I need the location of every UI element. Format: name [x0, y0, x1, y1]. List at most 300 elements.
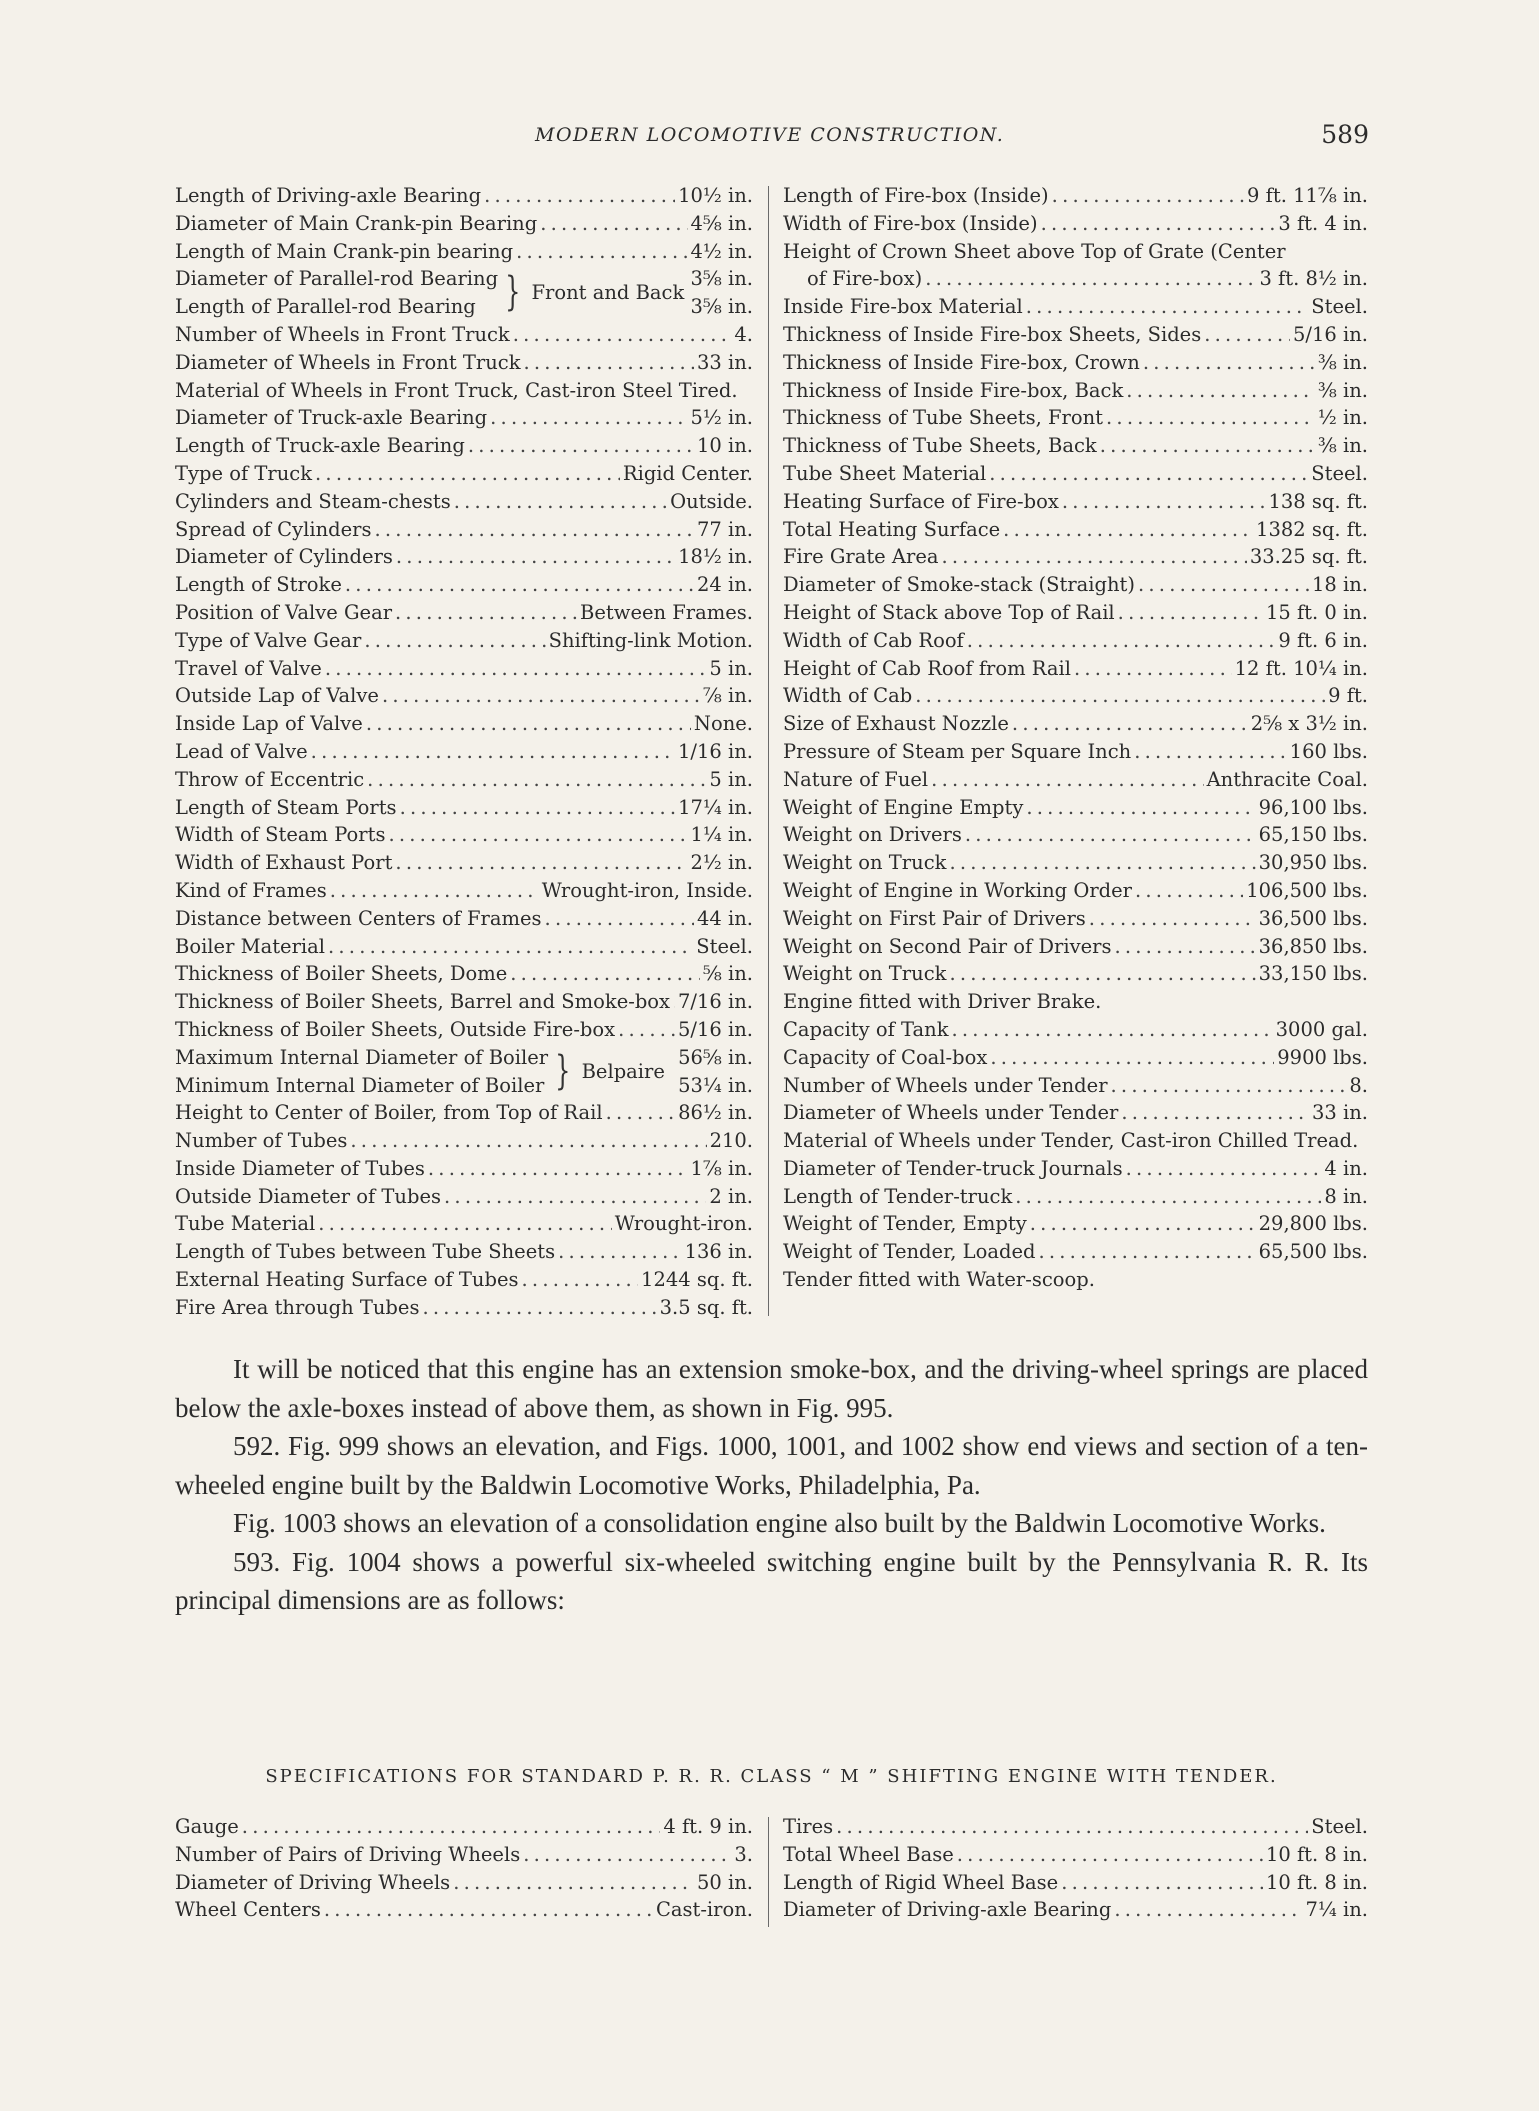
spec-value: 36,850 lbs.	[1258, 934, 1368, 958]
spec-row	[783, 1813, 1368, 1841]
dot-leader	[925, 265, 1256, 293]
spec-row	[175, 738, 753, 766]
dot-leader	[1106, 404, 1315, 432]
spec-label: Thickness of Inside Fire-box Sheets, Sides	[783, 322, 1202, 346]
dot-leader	[396, 543, 675, 571]
spec-value: 24 in.	[696, 573, 753, 597]
bottom-spec-table	[175, 1813, 1368, 1933]
spec-label: Number of Wheels under Tender	[783, 1073, 1108, 1097]
spec-row	[175, 710, 753, 738]
spec-label: External Heating Surface of Tubes	[175, 1268, 519, 1292]
dot-leader	[965, 821, 1256, 849]
spec-label: Minimum Internal Diameter of Boiler	[175, 1073, 545, 1097]
spec-row	[783, 516, 1368, 544]
spec-value: 33,150 lbs.	[1258, 962, 1368, 986]
spec-label: Thickness of Boiler Sheets, Dome	[175, 962, 508, 986]
spec-label: Travel of Valve	[175, 656, 322, 680]
dot-leader	[311, 738, 675, 766]
spec-label: Total Heating Surface	[783, 517, 1001, 541]
dot-leader	[1100, 432, 1315, 460]
dot-leader	[957, 1841, 1263, 1869]
spec-row	[175, 599, 753, 627]
spec-label: Position of Valve Gear	[175, 600, 393, 624]
spec-value: 3000 gal.	[1275, 1017, 1368, 1041]
spec-value: 96,100 lbs.	[1258, 795, 1368, 819]
spec-value: 7/16 in.	[678, 990, 753, 1014]
spec-labels	[175, 1044, 548, 1100]
spec-row	[783, 460, 1368, 488]
spec-row	[783, 599, 1368, 627]
spec-value: 9 ft. 11⅞ in.	[1247, 184, 1368, 207]
spec-label: Wheel Centers	[175, 1898, 321, 1922]
spec-value: 2½ in.	[690, 851, 753, 875]
spec-row	[783, 1016, 1368, 1044]
dot-leader	[1026, 293, 1309, 321]
dot-leader	[1012, 710, 1248, 738]
dot-leader	[422, 1294, 656, 1322]
dot-leader	[1134, 738, 1286, 766]
spec-row	[783, 655, 1368, 683]
spec-value: ⅜ in.	[1317, 350, 1368, 374]
spec-label: Size of Exhaust Nozzle	[783, 712, 1009, 736]
spec-value: Wrought-iron, Inside.	[541, 878, 753, 902]
spec-label: Thickness of Boiler Sheets, Barrel and Smoke-box	[175, 990, 671, 1014]
spec-row	[175, 238, 753, 266]
spec-values	[691, 265, 754, 321]
dot-leader	[516, 238, 687, 266]
dot-leader	[468, 432, 694, 460]
spec-row-group	[175, 1044, 753, 1100]
spec-value: 160 lbs.	[1289, 739, 1368, 763]
dot-leader	[325, 655, 707, 683]
spec-row	[783, 1044, 1368, 1072]
spec-label: Length of Driving-axle Bearing	[175, 184, 482, 207]
spec-value: 5 in.	[709, 767, 753, 791]
spec-label: Width of Exhaust Port	[175, 851, 393, 875]
spec-label: Thickness of Inside Fire-box, Crown	[783, 350, 1140, 374]
spec-row	[175, 877, 753, 905]
spec-row	[783, 960, 1368, 988]
spec-row	[175, 821, 753, 849]
spec-value: 4 ft. 9 in.	[663, 1815, 753, 1838]
spec-value: 9900 lbs.	[1277, 1045, 1368, 1069]
spec-row	[783, 905, 1368, 933]
spec-value: Wrought-iron.	[614, 1212, 753, 1236]
spec-row	[175, 960, 753, 988]
spec-value: 3 ft. 4 in.	[1278, 211, 1368, 235]
dot-leader	[1074, 655, 1232, 683]
dot-leader	[931, 766, 1203, 794]
dot-leader	[1003, 516, 1253, 544]
column-divider	[768, 186, 769, 1316]
spec-value: Rigid Center.	[622, 461, 753, 485]
spec-row	[175, 460, 753, 488]
spec-label: Number of Tubes	[175, 1129, 348, 1153]
spec-value: Between Frames.	[580, 600, 753, 624]
spec-row	[175, 794, 753, 822]
spec-row	[783, 1099, 1368, 1127]
spec-value: 36,500 lbs.	[1258, 906, 1368, 930]
dot-leader	[388, 821, 687, 849]
dot-leader	[1126, 377, 1315, 405]
spec-label: Boiler Material	[175, 934, 325, 958]
page-header	[175, 120, 1369, 158]
dot-leader	[523, 1841, 731, 1869]
spec-value: Shifting-link Motion.	[548, 628, 753, 652]
spec-row	[175, 849, 753, 877]
paragraph: Fig. 1003 shows an elevation of a consolidation engine also built by the Baldwin Locomotive Works.	[233, 1508, 1326, 1538]
column-divider	[768, 1817, 769, 1927]
spec-label: Diameter of Main Crank-pin Bearing	[175, 211, 538, 235]
spec-label: Total Wheel Base	[783, 1842, 954, 1866]
spec-label: Weight of Tender, Empty	[783, 1212, 1027, 1236]
spec-row	[783, 682, 1368, 710]
dot-leader	[1052, 182, 1244, 210]
dot-leader	[1038, 1238, 1255, 1266]
spec-row	[783, 794, 1368, 822]
spec-label: Capacity of Tank	[783, 1017, 949, 1041]
spec-value: 106,500 lbs.	[1246, 878, 1368, 902]
spec-value: 77 in.	[696, 517, 753, 541]
spec-row	[783, 766, 1368, 794]
spec-row	[783, 432, 1368, 460]
spec-label: Type of Valve Gear	[175, 628, 362, 652]
spec-row	[783, 821, 1368, 849]
spec-row	[783, 988, 1368, 1016]
spec-label: Kind of Frames	[175, 878, 327, 902]
spec-value: Steel.	[1311, 461, 1368, 485]
dot-leader	[989, 460, 1308, 488]
spec-value: 4½ in.	[690, 239, 753, 263]
spec-row	[175, 543, 753, 571]
spec-value: 15 ft. 0 in.	[1265, 600, 1368, 624]
dot-leader	[375, 516, 694, 544]
spec-label: Number of Pairs of Driving Wheels	[175, 1842, 521, 1866]
spec-label: Length of Fire-box (Inside)	[783, 184, 1049, 207]
spec-value: 33 in.	[696, 350, 753, 374]
spec-label: Cylinders and Steam-chests	[175, 489, 451, 513]
spec-value: 50 in.	[696, 1870, 753, 1894]
dot-leader	[673, 988, 675, 1016]
spec-value: ⅝ in.	[702, 962, 753, 986]
spec-label: Gauge	[175, 1815, 239, 1838]
spec-label: Outside Diameter of Tubes	[175, 1184, 442, 1208]
spec-row	[783, 182, 1368, 210]
dot-leader	[942, 543, 1247, 571]
spec-label: Length of Parallel-rod Bearing	[175, 295, 476, 319]
spec-row	[175, 488, 753, 516]
spec-value: ⅜ in.	[1317, 434, 1368, 458]
dot-leader	[1061, 1869, 1263, 1897]
paragraph: 593. Fig. 1004 shows a powerful six-wheeled switching engine built by the Pennsylvania R. R. Its principal dimensions are as follows:	[175, 1546, 1368, 1615]
spec-value: 5 in.	[709, 656, 753, 680]
dot-leader	[400, 794, 676, 822]
spec-value: 4.	[734, 322, 753, 346]
dot-leader	[1114, 933, 1255, 961]
spec-value: Anthracite Coal.	[1206, 767, 1368, 791]
spec-row	[783, 1210, 1368, 1238]
spec-row	[783, 933, 1368, 961]
spec-value: 1/16 in.	[678, 739, 753, 763]
spec-heading: SPECIFICATIONS FOR STANDARD P. R. R. CLASS “ M ” SHIFTING ENGINE WITH TENDER.	[265, 1766, 1278, 1787]
spec-label: Distance between Centers of Frames	[175, 906, 542, 930]
spec-label: Material of Wheels in Front Truck, Cast-iron Steel Tired.	[175, 378, 738, 402]
dot-leader	[444, 1183, 706, 1211]
dot-leader	[1114, 1896, 1302, 1924]
spec-value: 7¼ in.	[1305, 1898, 1368, 1922]
spec-row	[175, 321, 753, 349]
spec-label: Fire Area through Tubes	[175, 1295, 420, 1319]
spec-value: 33 in.	[1311, 1101, 1368, 1125]
spec-label: Length of Tender-truck	[783, 1184, 1013, 1208]
dot-leader	[367, 766, 706, 794]
spec-row	[783, 293, 1368, 321]
spec-label: Diameter of Wheels in Front Truck	[175, 350, 521, 374]
spec-value: 2 in.	[709, 1184, 753, 1208]
spec-label: Weight on Drivers	[783, 823, 962, 847]
spec-label: Nature of Fuel	[783, 767, 929, 791]
dot-leader	[1089, 905, 1256, 933]
spec-label: Height of Cab Roof from Rail	[783, 656, 1072, 680]
dot-leader	[949, 849, 1255, 877]
dot-leader	[1015, 1183, 1321, 1211]
spec-label: Thickness of Boiler Sheets, Outside Fire-box	[175, 1017, 616, 1041]
spec-row	[175, 377, 753, 405]
spec-value: Steel.	[696, 934, 753, 958]
dot-leader	[606, 1099, 675, 1127]
dot-leader	[522, 1266, 639, 1294]
spec-row	[175, 571, 753, 599]
spec-row	[175, 516, 753, 544]
spec-value: 10 ft. 8 in.	[1265, 1842, 1368, 1866]
spec-row	[783, 1238, 1368, 1266]
spec-row	[175, 682, 753, 710]
spec-row	[175, 1127, 753, 1155]
spec-row	[783, 404, 1368, 432]
dot-leader	[350, 1127, 706, 1155]
spec-value: 3.	[734, 1842, 753, 1866]
spec-label: Width of Steam Ports	[175, 823, 386, 847]
spec-value: 10 ft. 8 in.	[1265, 1870, 1368, 1894]
spec-row	[783, 1072, 1368, 1100]
spec-value: 53¼ in.	[678, 1073, 753, 1097]
dot-leader	[364, 627, 545, 655]
spec-row	[783, 1127, 1368, 1155]
dot-leader	[382, 682, 700, 710]
dot-leader	[330, 877, 539, 905]
spec-row	[783, 377, 1368, 405]
spec-label: Lead of Valve	[175, 739, 308, 763]
spec-row	[175, 933, 753, 961]
spec-value: 1¼ in.	[690, 823, 753, 847]
dot-leader	[1118, 599, 1263, 627]
dot-leader	[558, 1238, 681, 1266]
spec-value: 10 in.	[696, 434, 753, 458]
spec-value: ½ in.	[1317, 406, 1368, 430]
body-text	[175, 1350, 1368, 1620]
spec-value: ⅞ in.	[702, 684, 753, 708]
dot-leader	[915, 682, 1325, 710]
spec-row	[175, 1266, 753, 1294]
spec-value: 5/16 in.	[1293, 322, 1368, 346]
spec-label: Pressure of Steam per Square Inch	[783, 739, 1132, 763]
page-number: 589	[1321, 120, 1369, 149]
spec-label: Length of Truck-axle Bearing	[175, 434, 465, 458]
spec-label: Throw of Eccentric	[175, 767, 365, 791]
dot-leader	[510, 960, 700, 988]
spec-value: 5½ in.	[690, 406, 753, 430]
brace-symbol: }	[555, 1047, 571, 1094]
spec-row	[175, 1896, 753, 1924]
spec-label: Diameter of Cylinders	[175, 545, 393, 569]
spec-label: Thickness of Tube Sheets, Front	[783, 406, 1104, 430]
dot-leader	[1062, 488, 1266, 516]
spec-label: Diameter of Smoke-stack (Straight)	[783, 573, 1135, 597]
spec-label: Tube Material	[175, 1212, 316, 1236]
spec-row	[783, 877, 1368, 905]
dot-leader	[484, 182, 675, 210]
spec-value: 65,500 lbs.	[1258, 1240, 1368, 1264]
dot-leader	[1026, 794, 1255, 822]
spec-row	[783, 349, 1368, 377]
spec-row-group	[175, 265, 753, 321]
spec-value: 138 sq. ft.	[1268, 489, 1368, 513]
spec-value: 65,150 lbs.	[1258, 823, 1368, 847]
spec-row	[783, 321, 1368, 349]
spec-value: 1244 sq. ft.	[641, 1268, 753, 1292]
spec-group-note: Belpaire	[581, 1059, 665, 1083]
spec-value: 3 ft. 8½ in.	[1259, 267, 1368, 291]
spec-value: ⅜ in.	[1317, 378, 1368, 402]
spec-label: Inside Lap of Valve	[175, 712, 363, 736]
spec-row	[175, 182, 753, 210]
spec-label: Inside Fire-box Material	[783, 295, 1023, 319]
running-title: MODERN LOCOMOTIVE CONSTRUCTION.	[535, 124, 1005, 146]
dot-leader	[967, 627, 1276, 655]
spec-row	[783, 210, 1368, 238]
spec-value: None.	[693, 712, 753, 736]
dot-leader	[345, 571, 694, 599]
spec-row	[783, 1155, 1368, 1183]
spec-label: Height to Center of Boiler, from Top of Rail	[175, 1101, 603, 1125]
dot-leader	[1111, 1072, 1347, 1100]
spec-label: Diameter of Truck-axle Bearing	[175, 406, 488, 430]
spec-label: Diameter of Tender-truck Journals	[783, 1156, 1123, 1180]
top-spec-left-column	[175, 182, 753, 1322]
spec-row	[783, 265, 1368, 293]
spec-value: 4 in.	[1324, 1156, 1368, 1180]
spec-label: Length of Main Crank-pin bearing	[175, 239, 514, 263]
spec-label: Engine fitted with Driver Brake.	[783, 990, 1102, 1014]
dot-leader	[1138, 571, 1309, 599]
spec-value: 4⅝ in.	[690, 211, 753, 235]
spec-label: Diameter of Driving Wheels	[175, 1870, 451, 1894]
spec-label: Length of Steam Ports	[175, 795, 397, 819]
dot-leader	[328, 933, 693, 961]
spec-label: Outside Lap of Valve	[175, 684, 379, 708]
dot-leader	[545, 905, 694, 933]
spec-label: Material of Wheels under Tender, Cast-iron Chilled Tread.	[783, 1129, 1359, 1153]
spec-row	[783, 571, 1368, 599]
dot-leader	[318, 1210, 612, 1238]
spec-label: Maximum Internal Diameter of Boiler	[175, 1045, 549, 1069]
dot-leader	[524, 349, 694, 377]
spec-row	[175, 1238, 753, 1266]
dot-leader	[513, 321, 732, 349]
spec-label: Weight of Engine in Working Order	[783, 878, 1132, 902]
spec-row	[783, 1841, 1368, 1869]
spec-row	[783, 1869, 1368, 1897]
spec-value: 30,950 lbs.	[1258, 851, 1368, 875]
spec-value: 3.5 sq. ft.	[659, 1295, 753, 1319]
dot-leader	[454, 488, 667, 516]
spec-value: 18½ in.	[678, 545, 753, 569]
spec-value: 9 ft.	[1328, 684, 1368, 708]
spec-label: Spread of Cylinders	[175, 517, 372, 541]
spec-row	[783, 627, 1368, 655]
spec-row	[783, 488, 1368, 516]
spec-value: Steel.	[1311, 1815, 1368, 1838]
spec-label: Length of Stroke	[175, 573, 342, 597]
dot-leader	[1030, 1210, 1256, 1238]
spec-label: Number of Wheels in Front Truck	[175, 322, 510, 346]
spec-row	[175, 766, 753, 794]
dot-leader	[1204, 321, 1290, 349]
spec-label: Weight on Truck	[783, 851, 947, 875]
spec-row	[175, 1869, 753, 1897]
spec-value: 17¼ in.	[678, 795, 753, 819]
paragraph: It will be noticed that this engine has an extension smoke-box, and the driving-wheel springs are placed below the axle-boxes instead of above them, as shown in Fig. 995.	[175, 1354, 1368, 1423]
spec-row	[783, 1266, 1368, 1294]
spec-label: Diameter of Parallel-rod Bearing	[175, 267, 499, 291]
spec-label: of Fire-box)	[807, 267, 923, 291]
spec-label: Weight of Tender, Loaded	[783, 1240, 1036, 1264]
spec-row	[175, 404, 753, 432]
spec-value: 9 ft. 6 in.	[1278, 628, 1368, 652]
top-spec-right-column	[783, 182, 1368, 1294]
dot-leader	[315, 460, 620, 488]
brace-symbol: }	[505, 269, 521, 316]
top-spec-table	[175, 182, 1368, 1332]
spec-label: Width of Fire-box (Inside)	[783, 211, 1038, 235]
spec-value: 3⅝ in.	[690, 267, 753, 291]
spec-label: Height of Stack above Top of Rail	[783, 600, 1115, 624]
spec-row	[175, 432, 753, 460]
dot-leader	[618, 1016, 675, 1044]
dot-leader	[990, 1044, 1274, 1072]
spec-row	[783, 738, 1368, 766]
spec-value: 8.	[1349, 1073, 1368, 1097]
dot-leader	[540, 210, 687, 238]
spec-value: 86½ in.	[678, 1101, 753, 1125]
spec-row	[175, 1183, 753, 1211]
spec-row	[783, 543, 1368, 571]
spec-value: 33.25 sq. ft.	[1249, 545, 1368, 569]
dot-leader	[1143, 349, 1315, 377]
spec-row	[783, 849, 1368, 877]
spec-label: Thickness of Inside Fire-box, Back	[783, 378, 1124, 402]
spec-row	[175, 988, 753, 1016]
dot-leader	[949, 960, 1255, 988]
dot-leader	[1135, 877, 1243, 905]
spec-row	[783, 710, 1368, 738]
spec-value: 1382 sq. ft.	[1256, 517, 1368, 541]
spec-label: Height of Crown Sheet above Top of Grate (Center	[783, 239, 1286, 263]
dot-leader	[1126, 1155, 1322, 1183]
spec-value: Outside.	[670, 489, 753, 513]
spec-value: Cast-iron.	[655, 1898, 753, 1922]
spec-row	[783, 238, 1368, 266]
